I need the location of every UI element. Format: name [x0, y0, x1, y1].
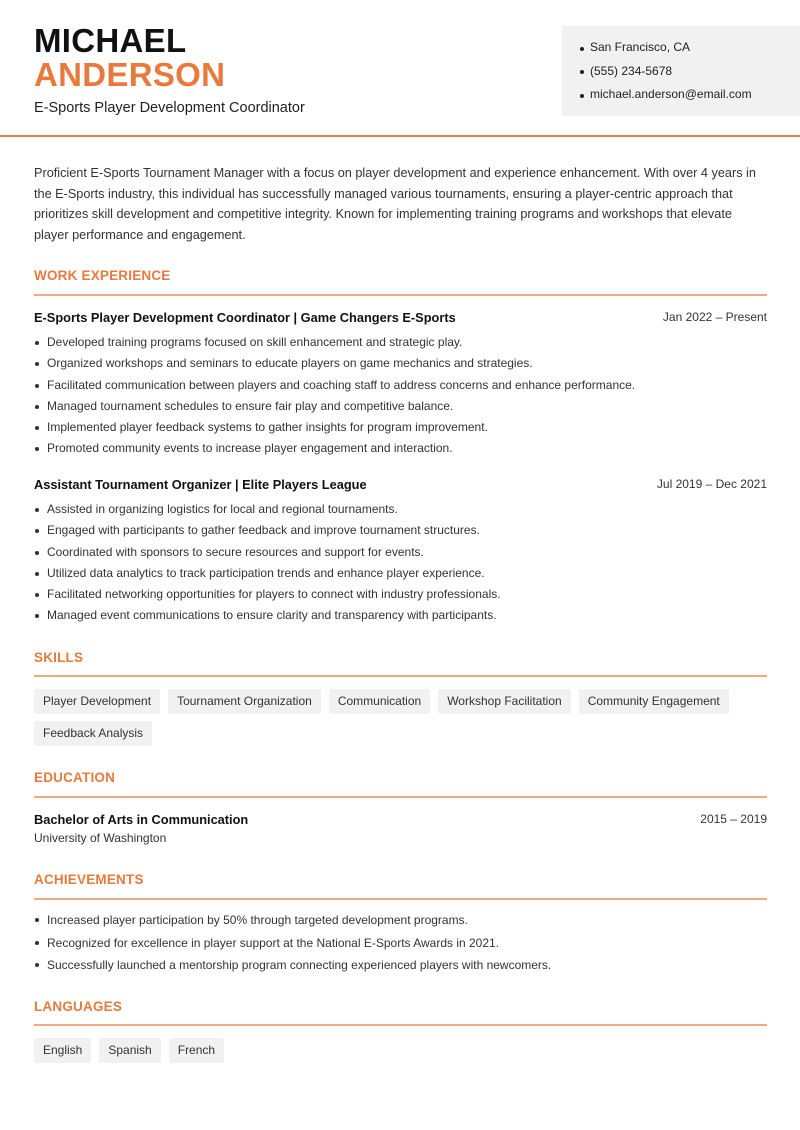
- skill-tag: Community Engagement: [579, 689, 729, 714]
- skill-tag: Workshop Facilitation: [438, 689, 571, 714]
- list-item: Facilitated networking opportunities for players to connect with industry professionals.: [34, 584, 767, 605]
- list-item: Developed training programs focused on skill enhancement and strategic play.: [34, 332, 767, 353]
- school-name: University of Washington: [34, 831, 167, 845]
- list-item: Recognized for excellence in player support at the National E-Sports Awards in 2021.: [34, 932, 767, 955]
- skill-tag: Feedback Analysis: [34, 721, 152, 746]
- language-tag: Spanish: [99, 1038, 160, 1063]
- language-tags: [34, 1038, 767, 1063]
- contact-email[interactable]: michael.anderson@email.com: [580, 83, 800, 107]
- job-header: [34, 310, 767, 325]
- contact-list: [580, 36, 800, 107]
- section-divider: [34, 796, 767, 798]
- summary-paragraph: Proficient E-Sports Tournament Manager with a focus on player development and experience enhancement. With over 4 years in the E-Sports industry, this individual has successfully managed various tournaments, ensuring a player-centric approach that prioritizes skill development and competitive integrity. Known for implementing training programs and workshops that elevate player performance and engagement.: [34, 166, 756, 242]
- education-heading: EDUCATION: [34, 770, 116, 785]
- job-bullets: [34, 499, 767, 627]
- section-divider: [34, 294, 767, 296]
- list-item: Engaged with participants to gather feedback and improve tournament structures.: [34, 520, 767, 541]
- resume-header: [0, 0, 800, 137]
- list-item: Managed event communications to ensure clarity and transparency with participants.: [34, 605, 767, 626]
- education-header: [34, 812, 767, 827]
- education-dates: 2015 – 2019: [700, 812, 767, 826]
- job-title: E-Sports Player Development Coordinator: [34, 100, 305, 116]
- skills-heading: SKILLS: [34, 650, 84, 665]
- job-role: E-Sports Player Development Coordinator | Game Changers E-Sports: [34, 310, 456, 325]
- last-name: ANDERSON: [34, 56, 226, 93]
- job-bullets: [34, 332, 767, 460]
- contact-phone: (555) 234-5678: [580, 60, 800, 84]
- skill-tag: Communication: [329, 689, 430, 714]
- job-dates: Jan 2022 – Present: [662, 310, 767, 324]
- languages-heading: LANGUAGES: [34, 999, 123, 1014]
- section-divider: [34, 675, 767, 677]
- list-item: Increased player participation by 50% through targeted development programs.: [34, 909, 767, 932]
- skill-tag: Player Development: [34, 689, 160, 714]
- work-experience-heading: WORK EXPERIENCE: [34, 268, 171, 283]
- list-item: Facilitated communication between players and coaching staff to address concerns and enhance performance.: [34, 375, 767, 396]
- list-item: Coordinated with sponsors to secure resources and support for events.: [34, 542, 767, 563]
- job-dates: Jul 2019 – Dec 2021: [656, 477, 767, 491]
- list-item: Implemented player feedback systems to gather insights for program improvement.: [34, 417, 767, 438]
- language-tag: French: [169, 1038, 224, 1063]
- list-item: Organized workshops and seminars to educate players on game mechanics and strategies.: [34, 353, 767, 374]
- list-item: Promoted community events to increase player engagement and interaction.: [34, 438, 767, 459]
- list-item: Assisted in organizing logistics for local and regional tournaments.: [34, 499, 767, 520]
- achievements-heading: ACHIEVEMENTS: [34, 872, 144, 887]
- list-item: Successfully launched a mentorship program connecting experienced players with newcomers.: [34, 954, 767, 977]
- achievements-list: [34, 909, 767, 977]
- list-item: Utilized data analytics to track participation trends and enhance player experience.: [34, 563, 767, 584]
- language-tag: English: [34, 1038, 91, 1063]
- section-divider: [34, 1024, 767, 1026]
- first-name: MICHAEL: [34, 22, 187, 59]
- section-divider: [34, 898, 767, 900]
- job-header: [34, 477, 767, 492]
- job-role: Assistant Tournament Organizer | Elite Players League: [34, 477, 367, 492]
- skill-tag: Tournament Organization: [168, 689, 321, 714]
- contact-box: [562, 26, 800, 116]
- degree-title: Bachelor of Arts in Communication: [34, 812, 249, 827]
- list-item: Managed tournament schedules to ensure fair play and competitive balance.: [34, 396, 767, 417]
- contact-location: San Francisco, CA: [580, 36, 800, 60]
- skills-tags: [34, 689, 767, 746]
